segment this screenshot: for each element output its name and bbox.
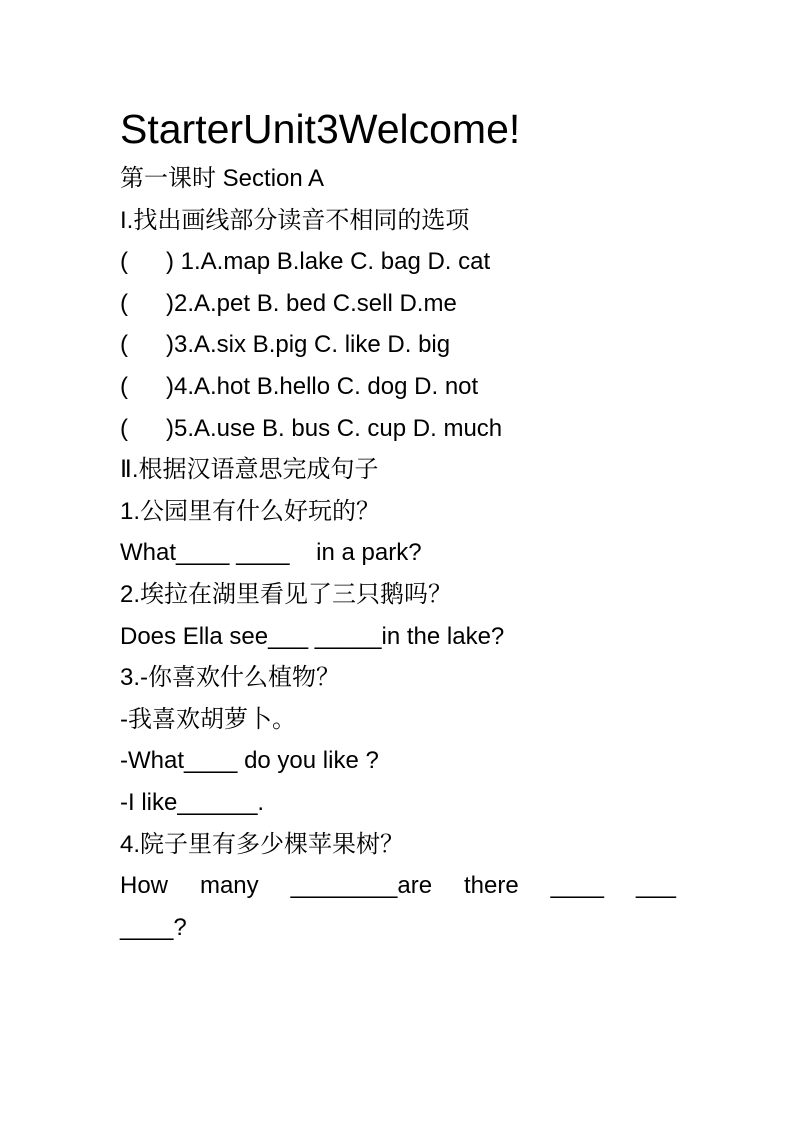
worksheet-page xyxy=(120,100,700,948)
question-item xyxy=(120,324,700,366)
question-text: )4.A.hot B.hello C. dog D. not xyxy=(166,372,479,400)
lesson-label: 第一课时 Section A xyxy=(120,165,325,192)
q3-chinese-answer: -我喜欢胡萝卜。 xyxy=(120,705,296,733)
q1-english: What____ ____ in a park? xyxy=(120,539,422,567)
q4-word: ____ xyxy=(550,872,605,900)
q2-english: Does Ella see___ _____in the lake? xyxy=(120,622,505,650)
question-item xyxy=(120,366,700,408)
q4-chinese: 4.院子里有多少棵苹果树？ xyxy=(120,830,405,858)
q4-word: How xyxy=(120,872,169,900)
q4-word: ___ xyxy=(635,872,676,900)
page-title: StarterUnit3Welcome! xyxy=(120,106,521,152)
answer-paren: ( xyxy=(120,414,128,442)
question-item xyxy=(120,241,700,283)
question-text: ) 1.A.map B.lake C. bag D. cat xyxy=(166,248,491,276)
question-text: )3.A.six B.pig C. like D. big xyxy=(166,331,451,359)
q3-english-answer: -I like______. xyxy=(120,788,265,816)
answer-paren: ( xyxy=(120,289,128,317)
q3-chinese: 3.-你喜欢什么植物？ xyxy=(120,664,341,692)
answer-paren: ( xyxy=(120,331,128,359)
question-text: )5.A.use B. bus C. cup D. much xyxy=(166,414,503,442)
q3-english-question: -What____ do you like ? xyxy=(120,747,379,775)
question-item xyxy=(120,408,700,450)
q4-word: ________are xyxy=(290,872,433,900)
q4-word: there xyxy=(463,872,519,900)
question-text: )2.A.pet B. bed C.sell D.me xyxy=(166,289,457,317)
q1-chinese: 1.公园里有什么好玩的？ xyxy=(120,497,381,525)
answer-paren: ( xyxy=(120,248,128,276)
question-item xyxy=(120,283,700,325)
q2-chinese: 2.埃拉在湖里看见了三只鹅吗？ xyxy=(120,580,453,608)
part2-heading: Ⅱ.根据汉语意思完成句子 xyxy=(120,456,379,484)
part1-heading: I.找出画线部分读音不相同的选项 xyxy=(120,206,470,234)
q4-english-continued: ____? xyxy=(120,913,187,941)
q4-word: many xyxy=(199,872,259,900)
answer-paren: ( xyxy=(120,372,128,400)
q4-english xyxy=(120,865,676,907)
